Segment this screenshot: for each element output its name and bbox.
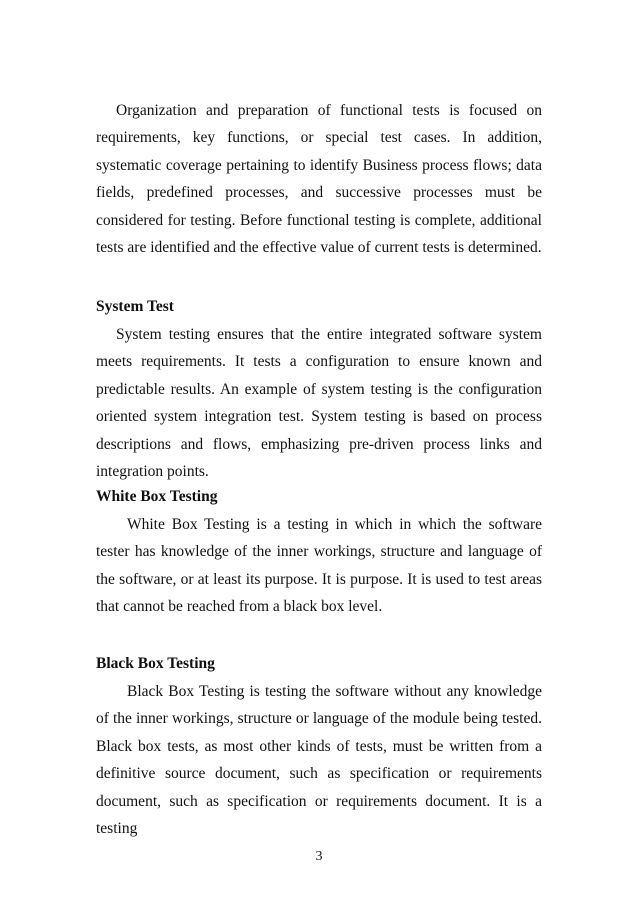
black-box-heading: Black Box Testing	[96, 655, 215, 672]
intro-paragraph: Organization and preparation of functional tests is focused on requirements, key functions, or special test cases. In addition, systematic coverage pertaining to identify Business process flows; data fields, predefined processes, and successive processes must be considered for testing. Before functional testing is complete, additional tests are identified and the effective value of current tests is determined.	[96, 102, 542, 257]
system-test-heading: System Test	[96, 298, 174, 315]
white-box-heading: White Box Testing	[96, 488, 218, 505]
system-test-paragraph: System testing ensures that the entire integrated software system meets requirements. It tests a configuration to ensure known and predictable results. An example of system testing is the configuration oriented system integration test. System testing is based on process descriptions and flows, emphasizing pre-driven process links and integration points.	[96, 326, 542, 481]
page-number: 3	[315, 849, 323, 864]
black-box-paragraph: Black Box Testing is testing the software without any knowledge of the inner workings, structure or language of the module being tested. Black box tests, as most other kinds of tests, must be written from a definitive source document, such as specification or requirements document, such as specification or requirements document. It is a testing	[96, 683, 542, 838]
black-box-section	[96, 652, 542, 842]
white-box-paragraph: White Box Testing is a testing in which in which the software tester has knowledge of the inner workings, structure and language of the software, or at least its purpose. It is purpose. It is used to test areas that cannot be reached from a black box level.	[96, 516, 542, 616]
system-test-section	[96, 295, 542, 485]
white-box-section	[96, 485, 542, 621]
intro-section	[96, 97, 542, 261]
